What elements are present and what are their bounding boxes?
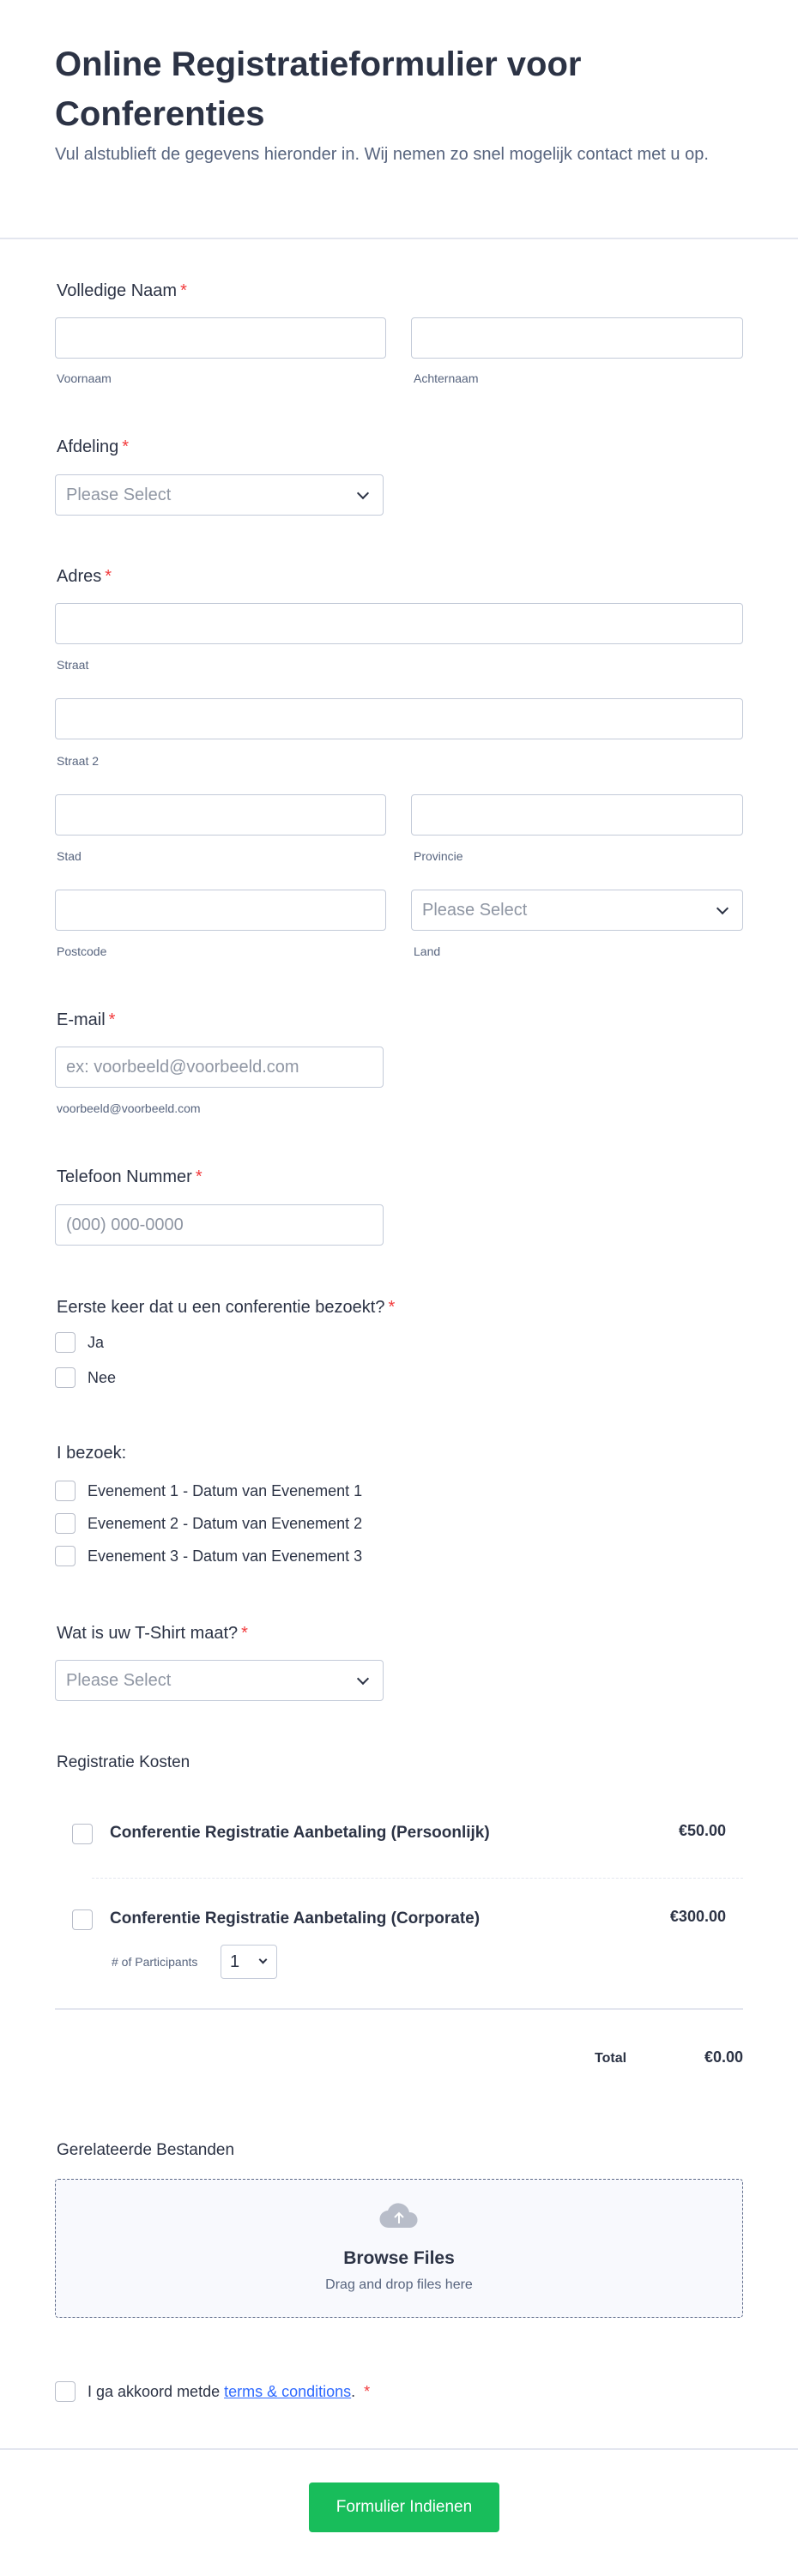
product-2-checkbox[interactable] (72, 1909, 93, 1930)
name-label: Volledige Naam * (57, 281, 187, 300)
terms-suffix: . (351, 2382, 356, 2400)
country-placeholder: Please Select (422, 900, 528, 920)
total-divider (55, 2008, 743, 2010)
option-ja[interactable] (55, 1332, 104, 1353)
province-sublabel: Provincie (414, 849, 463, 863)
street-input[interactable] (55, 603, 743, 644)
participants-label: # of Participants (112, 1955, 198, 1969)
last-name-sublabel: Achternaam (414, 371, 479, 385)
cloud-upload-icon (378, 2200, 420, 2229)
product-1-checkbox[interactable] (72, 1824, 93, 1844)
total-value: €0.00 (704, 2048, 743, 2066)
option-label: Evenement 3 - Datum van Evenement 3 (88, 1547, 363, 1565)
email-sublabel: voorbeeld@voorbeeld.com (57, 1101, 201, 1115)
country-sublabel: Land (414, 944, 441, 958)
checkbox[interactable] (55, 1546, 76, 1566)
street-sublabel: Straat (57, 658, 89, 672)
city-sublabel: Stad (57, 849, 82, 863)
option-label: Ja (88, 1333, 105, 1351)
option-label: Evenement 2 - Datum van Evenement 2 (88, 1514, 363, 1532)
product-2-name: Conferentie Registratie Aanbetaling (Corporate) (110, 1909, 481, 1927)
checkbox[interactable] (55, 1513, 76, 1534)
total-label: Total (595, 2051, 627, 2066)
page-title: Online Registratieformulier voor Conferenties (55, 45, 582, 133)
product-2-price: €300.00 (669, 1908, 726, 1925)
footer-divider (0, 2448, 798, 2450)
files-label: Gerelateerde Bestanden (57, 2141, 235, 2159)
first-time-label: Eerste keer dat u een conferentie bezoekt? * (57, 1298, 396, 1317)
page-subtitle: Vul alstublieft de gegevens hieronder in. Wij nemen zo snel mogelijk contact met u op. (55, 145, 709, 164)
terms-link[interactable]: terms & conditions (224, 2382, 352, 2400)
option-event-2[interactable] (55, 1513, 362, 1534)
phone-label: Telefoon Nummer * (57, 1167, 203, 1186)
first-name-sublabel: Voornaam (57, 371, 112, 385)
afdeling-label: Afdeling * (57, 437, 130, 456)
tshirt-label: Wat is uw T-Shirt maat? * (57, 1624, 248, 1643)
adres-label: Adres * (57, 567, 112, 586)
chevron-down-icon (357, 1672, 369, 1684)
file-dropzone[interactable] (55, 2179, 743, 2318)
country-select[interactable] (411, 890, 743, 931)
chevron-down-icon (357, 486, 369, 498)
chevron-down-icon (716, 902, 728, 914)
province-input[interactable] (411, 794, 743, 836)
postcode-input[interactable] (55, 890, 386, 931)
email-label: E-mail * (57, 1010, 116, 1029)
street2-input[interactable] (55, 698, 743, 739)
costs-label: Registratie Kosten (57, 1753, 190, 1771)
terms-field: I ga akkoord metde terms & conditions. * (55, 2381, 370, 2402)
product-divider (92, 1878, 743, 1879)
street2-sublabel: Straat 2 (57, 754, 100, 768)
tshirt-placeholder: Please Select (66, 1670, 172, 1690)
city-input[interactable] (55, 794, 386, 836)
dropzone-hint: Drag and drop files here (325, 2277, 473, 2292)
browse-files-button[interactable]: Browse Files (343, 2248, 455, 2268)
postcode-sublabel: Postcode (57, 944, 107, 958)
participants-value: 1 (230, 1952, 240, 1971)
chevron-down-icon (259, 1956, 268, 1964)
last-name-input[interactable] (411, 317, 743, 359)
email-input[interactable] (55, 1047, 384, 1088)
checkbox[interactable] (55, 1332, 76, 1353)
checkbox[interactable] (55, 1481, 76, 1501)
option-event-1[interactable] (55, 1481, 362, 1501)
participants-select[interactable] (221, 1945, 277, 1979)
phone-placeholder: (000) 000-0000 (66, 1215, 184, 1234)
option-nee[interactable] (55, 1367, 116, 1388)
afdeling-select[interactable] (55, 474, 384, 516)
terms-text: I ga akkoord metde (88, 2382, 225, 2400)
checkbox[interactable] (55, 1367, 76, 1388)
terms-checkbox[interactable] (55, 2381, 76, 2402)
tshirt-select[interactable] (55, 1660, 384, 1701)
option-event-3[interactable] (55, 1546, 362, 1566)
option-label: Evenement 1 - Datum van Evenement 1 (88, 1481, 363, 1499)
submit-button[interactable]: Formulier Indienen (309, 2482, 499, 2532)
header-divider (0, 238, 798, 239)
email-placeholder: ex: voorbeeld@voorbeeld.com (66, 1057, 299, 1077)
afdeling-placeholder: Please Select (66, 485, 172, 504)
phone-input[interactable] (55, 1204, 384, 1246)
visit-label: I bezoek: (57, 1444, 127, 1463)
first-name-input[interactable] (55, 317, 386, 359)
product-1-price: €50.00 (678, 1822, 726, 1839)
option-label: Nee (88, 1368, 117, 1386)
product-1-name: Conferentie Registratie Aanbetaling (Persoonlijk) (110, 1824, 490, 1842)
